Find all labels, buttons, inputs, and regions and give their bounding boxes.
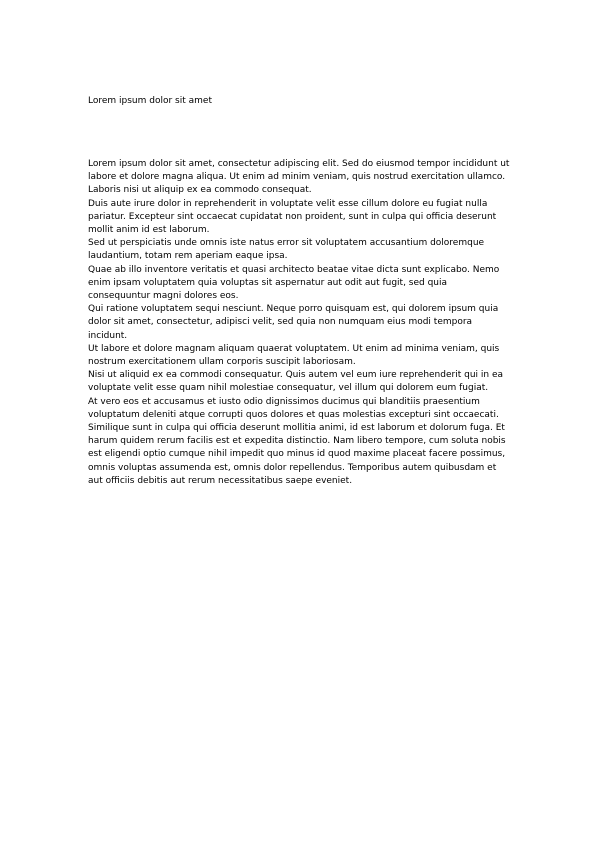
document-body bbox=[88, 158, 510, 488]
paragraph: Lorem ipsum dolor sit amet, consectetur adipiscing elit. Sed do eiusmod tempor incididunt ut labore et dolore magna aliqua. Ut enim ad minim veniam, quis nostrud exercitation ullamco. bbox=[88, 159, 510, 183]
paragraph: Ut labore et dolore magnam aliquam quaerat voluptatem. Ut enim ad minima veniam, quis nostrum exercitationem ullam corporis suscipit laboriosam. bbox=[88, 343, 500, 368]
paragraph: Duis aute irure dolor in reprehenderit in voluptate velit esse cillum dolore eu fugiat nulla pariatur. Excepteur sint occaecat cupidatat non proident, sunt in culpa qui officia deserunt mollit anim id est laborum. bbox=[88, 198, 497, 236]
paragraph: Quae ab illo inventore veritatis et quasi architecto beatae vitae dicta sunt explicabo. Nemo enim ipsam voluptatem quia voluptas sit aspernatur aut odit aut fugit, sed quia consequuntur magni dolores eos. bbox=[88, 264, 500, 302]
paragraph: At vero eos et accusamus et iusto odio dignissimos ducimus qui blanditiis praesentium voluptatum deleniti atque corrupti quos dolores et quas molestias excepturi sint occaecati. bbox=[88, 396, 499, 420]
document-title: Lorem ipsum dolor sit amet bbox=[88, 96, 212, 106]
paragraph: Similique sunt in culpa qui officia deserunt mollitia animi, id est laborum et dolorum fuga. Et harum quidem rerum facilis est et expedita distinctio. Nam libero tempore, cum soluta nobis est eligendi optio cumque nihil impedit quo minus id quod maxime placeat facere possimus, omnis voluptas assumenda est, omnis dolor repellendus. Temporibus autem quibusdam et aut officiis debitis aut rerum necessitatibus saepe eveniet. bbox=[88, 423, 506, 486]
paragraph: Sed ut perspiciatis unde omnis iste natus error sit voluptatem accusantium doloremque laudantium, totam rem aperiam eaque ipsa. bbox=[88, 238, 485, 262]
paragraph: Nisi ut aliquid ex ea commodi consequatur. Quis autem vel eum iure reprehenderit qui in ea voluptate velit esse quam nihil molestiae consequatur, vel illum qui dolorem eum fugiat. bbox=[88, 370, 504, 394]
paragraph: Laboris nisi ut aliquip ex ea commodo consequat. bbox=[88, 185, 312, 196]
paragraph: Qui ratione voluptatem sequi nesciunt. Neque porro quisquam est, qui dolorem ipsum quia dolor sit amet, consectetur, adipisci velit, sed quia non numquam eius modi tempora incidunt. bbox=[88, 304, 499, 341]
